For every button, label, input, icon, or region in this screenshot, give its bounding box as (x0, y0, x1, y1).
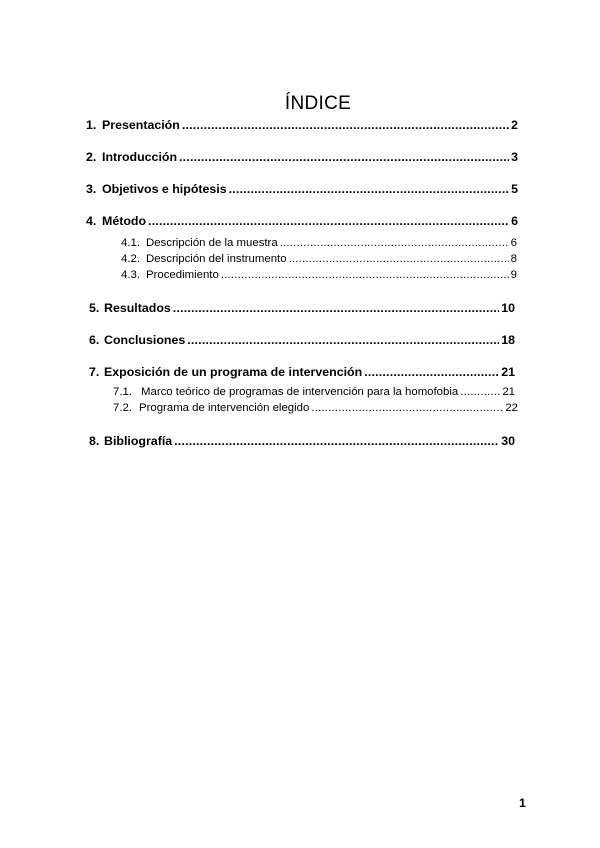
toc-leader-dots (221, 269, 509, 281)
toc-entry-number: 6. (89, 333, 100, 347)
toc-entry-page: 22 (505, 402, 518, 414)
toc-entry-number: 3. (86, 182, 97, 196)
toc-entry-number: 2. (86, 150, 97, 164)
toc-entry-page: 6 (510, 237, 517, 249)
toc-entry-resultados (89, 301, 515, 318)
toc-entry-page: 9 (510, 269, 517, 281)
toc-leader-dots (311, 402, 503, 414)
toc-entry-label: Programa de intervención elegido (139, 402, 310, 414)
toc-entry-page: 30 (501, 434, 515, 448)
toc-entry-page: 10 (501, 301, 515, 315)
toc-leader-dots (280, 237, 509, 249)
toc-entry-label: Descripción del instrumento (146, 253, 287, 265)
toc-entry-label: Exposición de un programa de intervención (104, 365, 363, 379)
toc-entry-presentacion (86, 118, 518, 135)
toc-entry-page: 18 (501, 333, 515, 347)
toc-entry-page: 21 (501, 365, 515, 379)
toc-entry-number: 4.2. (121, 253, 140, 265)
toc-entry-number: 5. (89, 301, 100, 315)
toc-entry-number: 4.3. (121, 269, 140, 281)
toc-leader-dots (229, 182, 509, 196)
toc-entry-number: 7.1. (113, 386, 132, 398)
toc-entry-page: 3 (511, 150, 518, 164)
toc-entry-descripcion-instrumento (121, 253, 517, 269)
toc-entry-page: 2 (511, 118, 518, 132)
page-number: 1 (519, 796, 526, 810)
toc-leader-dots (364, 365, 499, 379)
toc-entry-number: 7. (89, 365, 100, 379)
toc-entry-label: Objetivos e hipótesis (102, 182, 227, 196)
toc-leader-dots (289, 253, 509, 265)
toc-entry-number: 4.1. (121, 237, 140, 249)
toc-leader-dots (182, 118, 509, 132)
toc-entry-marco-teorico (113, 386, 515, 402)
toc-leader-dots (179, 150, 509, 164)
toc-entry-bibliografia (89, 434, 515, 451)
toc-entry-label: Bibliografía (104, 434, 173, 448)
toc-entry-number: 7.2. (113, 402, 132, 414)
toc-entry-page: 6 (511, 214, 518, 228)
toc-entry-number: 8. (89, 434, 100, 448)
toc-entry-label: Descripción de la muestra (146, 237, 278, 249)
toc-entry-label: Marco teórico de programas de intervención para la homofobia (141, 386, 459, 398)
toc-entry-number: 1. (86, 118, 97, 132)
toc-entry-page: 5 (511, 182, 518, 196)
toc-entry-label: Presentación (102, 118, 180, 132)
toc-leader-dots (460, 386, 500, 398)
toc-leader-dots (187, 333, 499, 347)
toc-entry-conclusiones (89, 333, 515, 350)
toc-leader-dots (173, 301, 499, 315)
toc-entry-page: 21 (502, 386, 515, 398)
toc-entry-introduccion (86, 150, 518, 167)
toc-entry-exposicion-programa (89, 365, 515, 382)
toc-entry-objetivos (86, 182, 518, 199)
toc-entry-procedimiento (121, 269, 517, 285)
toc-entry-label: Introducción (102, 150, 178, 164)
toc-entry-number: 4. (86, 214, 97, 228)
toc-entry-metodo (86, 214, 518, 231)
page-title: ÍNDICE (284, 93, 352, 114)
toc-leader-dots (174, 434, 499, 448)
toc-entry-label: Método (102, 214, 147, 228)
toc-entry-page: 8 (510, 253, 517, 265)
toc-entry-descripcion-muestra (121, 237, 517, 253)
toc-leader-dots (148, 214, 509, 228)
toc-entry-label: Procedimiento (146, 269, 219, 281)
toc-entry-label: Conclusiones (104, 333, 186, 347)
toc-entry-label: Resultados (104, 301, 171, 315)
toc-entry-programa-elegido (113, 402, 518, 418)
